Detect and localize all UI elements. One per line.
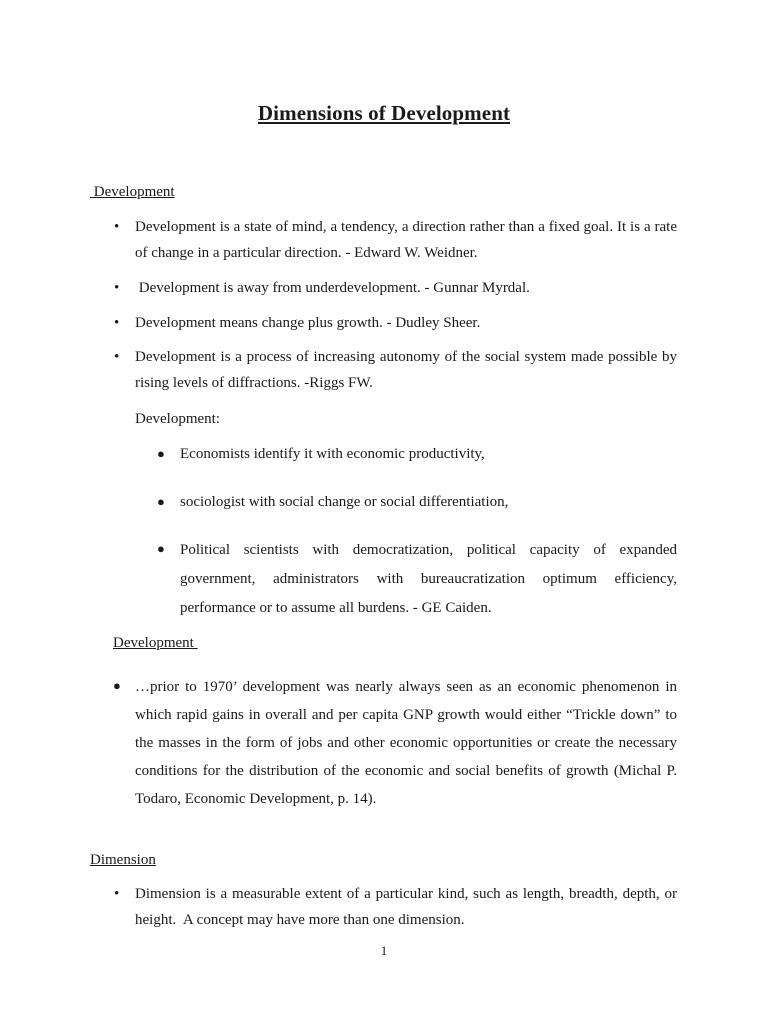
view-item: sociologist with social change or social differentiation, — [180, 494, 509, 510]
page-title: Dimensions of Development — [257, 101, 511, 125]
bullet-icon: ● — [113, 678, 121, 693]
definition-item: Development is a process of increasing autonomy of the social system made possible by rising levels of diffractions. -Riggs FW. — [135, 349, 677, 391]
bullet-icon: • — [114, 886, 120, 902]
bullet-icon: ● — [157, 446, 165, 461]
paragraph-text: …prior to 1970’ development was nearly always seen as an economic phenomenon in which rapid gains in overall and per capita GNP growth would either “Trickle down” to the masses in the form of jobs and other economic opportunities or create the necessary conditions for the distribution of the economic and social benefits of growth (Michal P. Todaro, Economic Development, p. 14). — [135, 679, 677, 807]
page-number: 1 — [380, 943, 388, 958]
subheading-development: Development: — [135, 411, 220, 427]
bullet-icon: • — [114, 280, 120, 296]
section-heading-development: Development — [90, 184, 175, 200]
definition-item: Dimension is a measurable extent of a particular kind, such as length, breadth, depth, or height. A concept may have more than one dimension. — [135, 886, 681, 928]
definition-item: Development is a state of mind, a tendency, a direction rather than a fixed goal. It is a rate of change in a particular direction. - Edward W. Weidner. — [135, 219, 677, 261]
view-item: Economists identify it with economic productivity, — [180, 446, 485, 462]
section-heading-dimension: Dimension — [90, 852, 156, 868]
bullet-icon: • — [114, 315, 120, 331]
definition-item: Development means change plus growth. - Dudley Sheer. — [135, 315, 481, 331]
view-item: Political scientists with democratization, political capacity of expanded government, administrators with bureaucratization optimum efficiency, performance or to assume all burdens. - GE Caiden. — [180, 542, 677, 616]
bullet-icon: • — [114, 219, 120, 235]
definition-item: Development is away from underdevelopment. - Gunnar Myrdal. — [135, 280, 530, 296]
bullet-icon: ● — [157, 494, 165, 509]
bullet-icon: ● — [157, 541, 165, 556]
section-heading-development-2: Development — [113, 635, 198, 651]
bullet-icon: • — [114, 349, 120, 365]
